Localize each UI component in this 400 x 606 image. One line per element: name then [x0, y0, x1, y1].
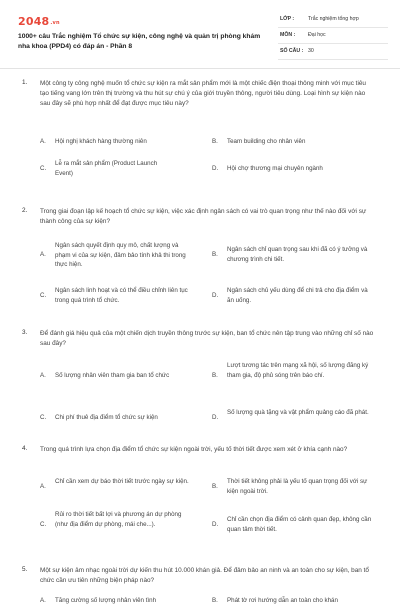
option-text: Số lượng quà tặng và vật phẩm quảng cáo đã phát. [227, 409, 369, 416]
option-letter: D. [212, 292, 219, 299]
question-number: 4. [22, 445, 28, 452]
option-text: Phát tờ rơi hướng dẫn an toàn cho khán [227, 597, 338, 604]
option-letter: A. [40, 483, 46, 490]
option-text: Thời tiết không phải là yếu tố quan trọng đối với sự kiện ngoài trời. [227, 478, 368, 495]
option-letter: B. [212, 251, 218, 258]
option-text: Chỉ cần chọn địa điểm có cảnh quan đẹp, không cần quan tâm thời tiết. [227, 516, 372, 533]
meta-value: 30 [308, 48, 314, 54]
page-title: 1000+ câu Trắc nghiệm Tổ chức sự kiện, công nghệ và quản trị phòng khám nha khoa (PPD4) có đáp án - Phần 8 [18, 33, 261, 50]
option-text: Số lượng nhân viên tham gia ban tổ chức [55, 372, 170, 379]
question-item [0, 566, 400, 606]
meta-label: SỐ CÂU : [280, 48, 304, 54]
option-text: Rủi ro thời tiết bất lợi và phương án dự phòng (như địa điểm dự phòng, mái che...). [55, 511, 182, 528]
question-text: Một sự kiện âm nhạc ngoài trời dự kiến thu hút 10.000 khán giả. Để đảm bảo an ninh và an toàn cho sự kiện, ban tổ chức cần ưu tiên những biện pháp nào? [40, 567, 369, 584]
question-number: 1. [22, 79, 28, 86]
option-letter: C. [40, 521, 47, 528]
option-text: Hội chợ thương mại chuyên ngành [227, 165, 323, 172]
option-text: Lượt tương tác trên mạng xã hội, số lượng đăng ký tham gia, độ phủ sóng trên báo chí. [227, 362, 369, 379]
logo-text: 2048 [18, 15, 50, 28]
option-text: Team building cho nhân viên [227, 138, 306, 145]
meta-label: LỚP : [280, 16, 295, 22]
question-text: Một công ty công nghệ muốn tổ chức sự kiện ra mắt sản phẩm mới là một chiếc điện thoại thông minh với mục tiêu tạo tiếng vang lớn trên thị trường và thu hút sự chú ý của giới truyền thông, người tiêu dùng. Loại hình sự kiện nào sau đây sẽ phù hợp nhất để đạt được mục tiêu này? [40, 80, 366, 107]
question-item [0, 329, 400, 445]
option-letter: C. [40, 292, 47, 299]
option-text: Ngân sách quyết định quy mô, chất lượng và phạm vi của sự kiện, đảm bảo tính khả thi trong thực hiện. [55, 242, 186, 268]
option-letter: D. [212, 414, 219, 421]
option-text: Ngân sách chỉ quan trọng sau khi đã có ý tưởng và chương trình chi tiết. [227, 246, 368, 263]
meta-value: Trắc nghiệm tổng hợp [308, 16, 359, 22]
meta-value: Đại học [308, 32, 326, 38]
meta-row-subject [278, 28, 388, 44]
question-text: Để đánh giá hiệu quả của một chiến dịch truyền thông trước sự kiện, ban tổ chức nên tập trung vào những chỉ số nào sau đây? [40, 330, 374, 347]
option-letter: B. [212, 372, 218, 379]
option-text: Ngân sách chủ yếu dùng để chi trả cho địa điểm và ăn uống. [227, 287, 368, 304]
option-text: Chỉ cần xem dự báo thời tiết trước ngày sự kiện. [55, 478, 189, 485]
document-header [0, 0, 400, 68]
question-number: 3. [22, 329, 28, 336]
question-item [0, 445, 400, 566]
header-divider [0, 68, 400, 69]
logo-suffix: .vn [50, 20, 60, 26]
option-letter: A. [40, 597, 46, 604]
option-letter: C. [40, 165, 47, 172]
question-item [0, 79, 400, 207]
question-number: 2. [22, 207, 28, 214]
site-logo[interactable] [18, 15, 60, 28]
option-text: Ngân sách linh hoạt và có thể điều chỉnh liên tục trong quá trình tổ chức. [55, 287, 188, 304]
question-text: Trong giai đoạn lập kế hoạch tổ chức sự kiện, việc xác định ngân sách có vai trò quan trọng như thế nào đối với sự thành công của sự kiện? [40, 208, 367, 225]
meta-row-count [278, 44, 388, 60]
option-text: Chi phí thuê địa điểm tổ chức sự kiện [55, 414, 158, 421]
option-letter: A. [40, 251, 46, 258]
meta-table [278, 12, 388, 60]
meta-row-class [278, 12, 388, 28]
option-letter: A. [40, 138, 46, 145]
question-text: Trong quá trình lựa chọn địa điểm tổ chức sự kiện ngoài trời, yếu tố thời tiết được xem xét ở khía cạnh nào? [40, 446, 348, 453]
question-number: 5. [22, 566, 28, 573]
option-letter: A. [40, 372, 46, 379]
option-letter: D. [212, 521, 219, 528]
meta-label: MÔN : [280, 32, 296, 38]
option-letter: D. [212, 165, 219, 172]
option-letter: B. [212, 483, 218, 490]
option-letter: B. [212, 138, 218, 145]
question-item [0, 207, 400, 329]
question-list [0, 79, 400, 606]
option-text: Lễ ra mắt sản phẩm (Product Launch Event) [55, 160, 158, 177]
option-text: Tăng cường số lượng nhân viên tình [55, 597, 157, 604]
option-letter: B. [212, 597, 218, 604]
option-text: Hội nghị khách hàng thường niên [55, 138, 147, 145]
option-letter: C. [40, 414, 47, 421]
